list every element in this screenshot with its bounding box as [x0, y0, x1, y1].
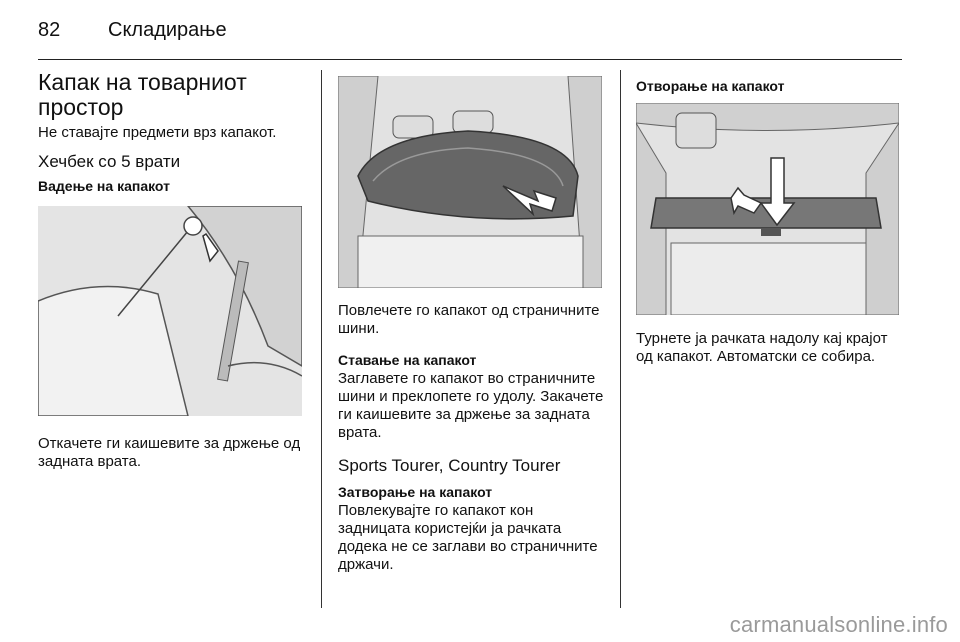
page-header [38, 14, 227, 46]
instruction-text: Повлекувајте го капакот кон задницата користејќи ја рачката додека не се заглави во страничните држачи. [338, 502, 598, 573]
step-heading: Затворање на капакот [338, 484, 493, 500]
step-heading: Отворање на капакот [636, 78, 785, 94]
column-2 [338, 70, 604, 574]
instruction-text: Заглавете го капакот во страничните шини и преклопете го удолу. Закачете ги каишевите за држење за задната врата. [338, 370, 604, 441]
column-3 [636, 70, 902, 366]
chapter-title: Складирање [108, 18, 227, 41]
column-divider [620, 70, 621, 608]
header-rule [38, 59, 902, 60]
column-1 [38, 70, 304, 471]
caption-text: Повлечете го капакот од страничните шини. [338, 302, 600, 337]
illustration-cover-handle [636, 103, 899, 315]
subsection-title: Хечбек со 5 врати [38, 152, 181, 171]
caption-text: Турнете ја рачката надолу кај крајот од капакот. Автоматски се собира. [636, 330, 888, 365]
step-heading: Ставање на капакот [338, 352, 477, 368]
column-divider [321, 70, 322, 608]
step-heading: Вадење на капакот [38, 178, 170, 194]
section-title: Капак на товарниот простор [38, 69, 247, 120]
caption-text: Откачете ги каишевите за држење од задната врата. [38, 435, 301, 470]
page-number: 82 [38, 18, 61, 41]
intro-text: Не ставајте предмети врз капакот. [38, 124, 277, 141]
watermark-text: carmanualsonline.info [729, 612, 948, 637]
illustration-cover-removal [338, 76, 602, 288]
subsection-title: Sports Tourer, Country Tourer [338, 456, 561, 475]
illustration-strap [38, 206, 302, 416]
